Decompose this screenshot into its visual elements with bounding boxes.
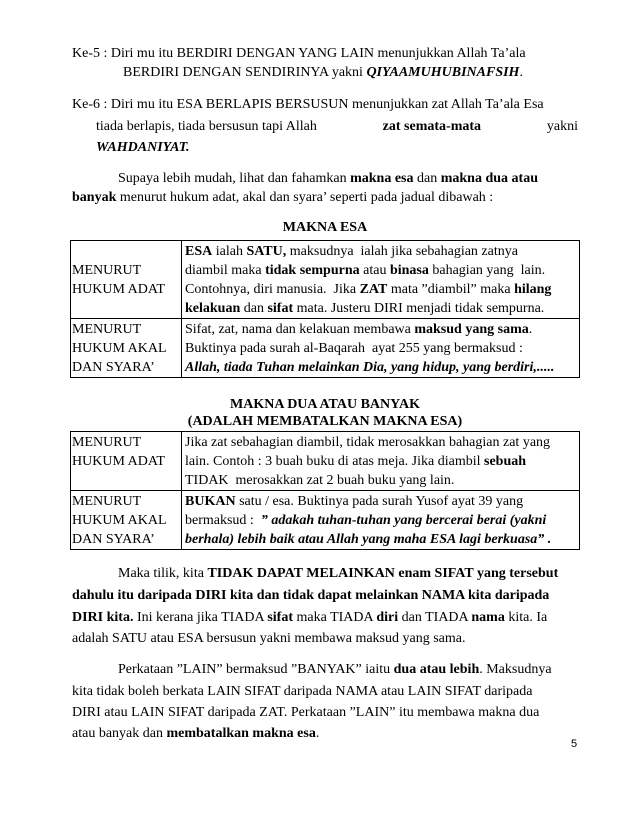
row-label: MENURUT HUKUM AKAL DAN SYARA’	[71, 319, 182, 378]
makna-esa-table	[70, 240, 580, 378]
para-maka-line4: adalah SATU atau ESA bersusun yakni membawa maksud yang sama.	[72, 631, 466, 646]
table2-subtitle: (ADALAH MEMBATALKAN MAKNA ESA)	[187, 414, 463, 429]
table-row	[71, 319, 580, 378]
para-ke6-line3: WAHDANIYAT.	[96, 140, 190, 155]
table-row	[71, 491, 580, 550]
row-content: BUKAN satu / esa. Buktinya pada surah Yusof ayat 39 yang bermaksud : ” adakah tuhan-tuhan yang bercerai berai (yakni berhala) lebih baik atau Allah yang maha ESA lagi berkuasa” .	[182, 491, 580, 550]
para-maka-line1: Maka tilik, kita TIDAK DAPAT MELAINKAN enam SIFAT yang tersebut	[118, 566, 559, 581]
para-perkataan-line2: kita tidak boleh berkata LAIN SIFAT daripada NAMA atau LAIN SIFAT daripada	[72, 684, 533, 699]
row-content: Jika zat sebahagian diambil, tidak merosakkan bahagian zat yang lain. Contoh : 3 buah buku di atas meja. Jika diambil sebuah TIDAK merosakkan zat 2 buah buku yang lain.	[182, 432, 580, 491]
page-number: 5	[571, 738, 578, 750]
para-ke5-line1: Ke-5 : Diri mu itu BERDIRI DENGAN YANG LAIN menunjukkan Allah Ta’ala	[72, 46, 526, 61]
para-ke5-line2: BERDIRI DENGAN SENDIRINYA yakni QIYAAMUHUBINAFSIH.	[123, 65, 523, 80]
row-content: ESA ialah SATU, maksudnya ialah jika sebahagian zatnya diambil maka tidak sempurna atau binasa bahagian yang lain. Contohnya, diri manusia. Jika ZAT mata ”diambil” maka hilang kelakuan dan sifat mata. Justeru DIRI menjadi tidak sempurna.	[182, 241, 580, 319]
intro-line1: Supaya lebih mudah, lihat dan fahamkan makna esa dan makna dua atau	[118, 171, 538, 186]
para-maka-line3: DIRI kita. Ini kerana jika TIADA sifat maka TIADA diri dan TIADA nama kita. Ia	[72, 610, 548, 625]
row-label: MENURUT HUKUM ADAT	[71, 241, 182, 319]
table2-title: MAKNA DUA ATAU BANYAK	[230, 397, 420, 412]
intro-line2: banyak menurut hukum adat, akal dan syara’ seperti pada jadual dibawah :	[72, 190, 494, 205]
row-content: Sifat, zat, nama dan kelakuan membawa maksud yang sama. Buktinya pada surah al-Baqarah ayat 255 yang bermaksud : Allah, tiada Tuhan melainkan Dia, yang hidup, yang berdiri,.....	[182, 319, 580, 378]
row-label: MENURUT HUKUM AKAL DAN SYARA’	[71, 491, 182, 550]
para-ke6-line1: Ke-6 : Diri mu itu ESA BERLAPIS BERSUSUN menunjukkan zat Allah Ta’ala Esa	[72, 97, 544, 112]
table1-title: MAKNA ESA	[282, 220, 368, 235]
para-perkataan-line3: DIRI atau LAIN SIFAT daripada ZAT. Perkataan ”LAIN” itu membawa makna dua	[72, 705, 540, 720]
table-row	[71, 241, 580, 319]
para-maka-line2: dahulu itu daripada DIRI kita dan tidak dapat melainkan NAMA kita daripada	[72, 588, 550, 603]
makna-dua-table	[70, 431, 580, 550]
table-row	[71, 432, 580, 491]
para-perkataan-line1: Perkataan ”LAIN” bermaksud ”BANYAK” iaitu dua atau lebih. Maksudnya	[118, 662, 552, 677]
row-label: MENURUT HUKUM ADAT	[71, 432, 182, 491]
para-ke6-line2: tiada berlapis, tiada bersusun tapi Allah zat semata-mata yakni	[96, 119, 578, 134]
para-perkataan-line4: atau banyak dan membatalkan makna esa.	[72, 726, 320, 741]
